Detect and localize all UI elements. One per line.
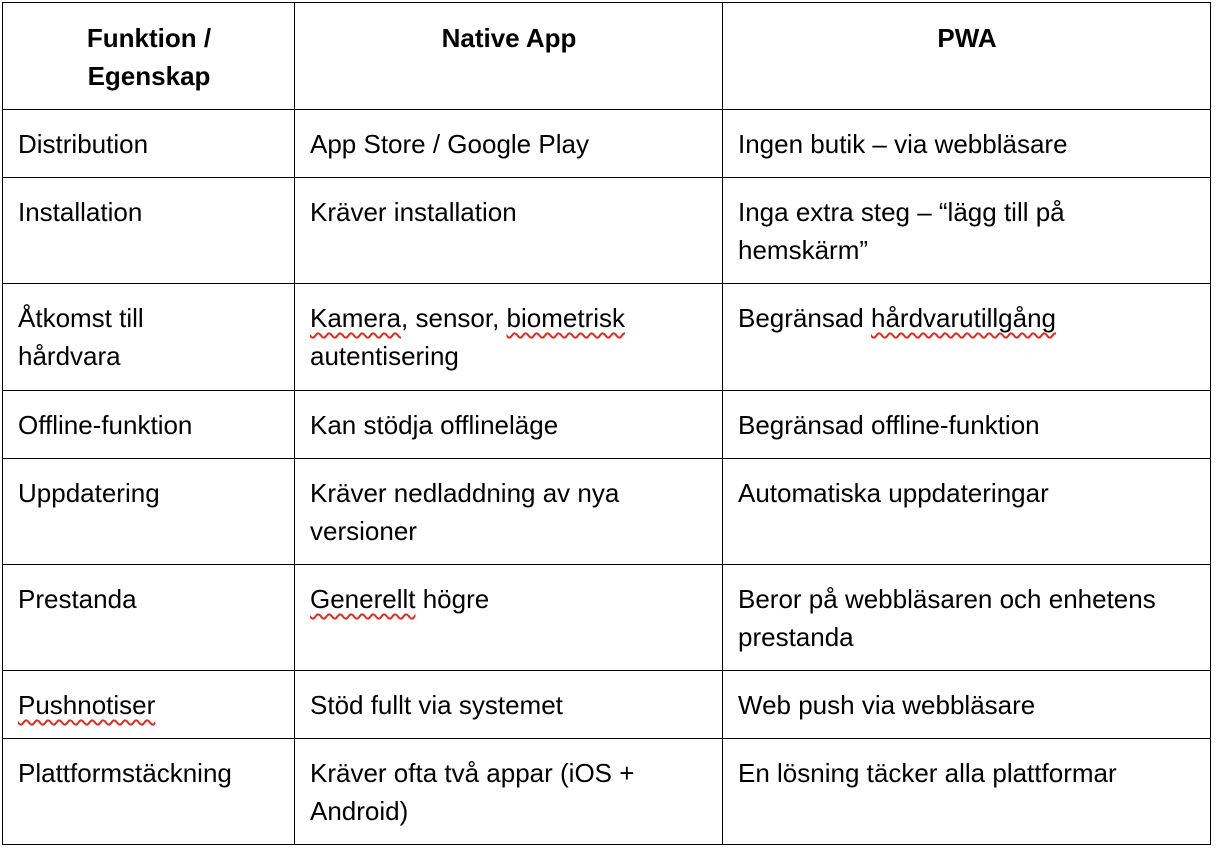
- pwa-cell: Beror på webbläsaren och enhetens prestanda: [723, 565, 1211, 671]
- feature-cell: Plattformstäckning: [3, 739, 295, 845]
- pwa-cell: Begränsad offline-funktion: [723, 391, 1211, 459]
- pwa-cell: Inga extra steg – “lägg till på hemskärm”: [723, 178, 1211, 284]
- feature-text-line2: hårdvara: [18, 341, 121, 371]
- spellcheck-word[interactable]: hårdvarutillgång: [870, 303, 1056, 333]
- header-feature-line2: Egenskap: [87, 61, 211, 91]
- native-cell: App Store / Google Play: [295, 110, 723, 178]
- pwa-cell: [723, 284, 1211, 391]
- table-row: [3, 671, 1211, 739]
- table-row: [3, 110, 1211, 178]
- native-cell: Kräver nedladdning av nya versioner: [295, 459, 723, 565]
- native-cell: [295, 565, 723, 671]
- feature-cell: Installation: [3, 178, 295, 284]
- pwa-cell: Web push via webbläsare: [723, 671, 1211, 739]
- native-cell: Kräver ofta två appar (iOS + Android): [295, 739, 723, 845]
- header-row: [3, 3, 1211, 110]
- header-feature: [3, 3, 295, 110]
- spellcheck-word[interactable]: Kamera: [310, 303, 402, 333]
- table-row: [3, 178, 1211, 284]
- table-row: [3, 739, 1211, 845]
- feature-cell: [3, 284, 295, 391]
- native-text: autentisering: [310, 341, 459, 371]
- spellcheck-word[interactable]: Pushnotiser: [18, 690, 156, 720]
- feature-cell: Distribution: [3, 110, 295, 178]
- pwa-cell: Automatiska uppdateringar: [723, 459, 1211, 565]
- feature-cell: Uppdatering: [3, 459, 295, 565]
- header-pwa: PWA: [723, 3, 1211, 110]
- table-row: [3, 459, 1211, 565]
- feature-cell: Offline-funktion: [3, 391, 295, 459]
- spellcheck-word[interactable]: Generellt: [310, 584, 416, 614]
- native-cell: Stöd fullt via systemet: [295, 671, 723, 739]
- header-native-app: Native App: [295, 3, 723, 110]
- comparison-table: [2, 2, 1211, 845]
- pwa-text: Begränsad: [738, 303, 871, 333]
- feature-cell: [3, 671, 295, 739]
- table-row: [3, 391, 1211, 459]
- table-row: [3, 284, 1211, 391]
- header-feature-line1: Funktion /: [86, 23, 212, 53]
- feature-cell: Prestanda: [3, 565, 295, 671]
- native-cell: Kräver installation: [295, 178, 723, 284]
- feature-text-line1: Åtkomst till: [18, 303, 144, 333]
- pwa-cell: En lösning täcker alla plattformar: [723, 739, 1211, 845]
- spellcheck-word[interactable]: biometrisk: [506, 303, 626, 333]
- native-cell: [295, 284, 723, 391]
- comparison-table-container: [2, 2, 1211, 845]
- native-text: högre: [415, 584, 490, 614]
- native-text: , sensor,: [401, 303, 507, 333]
- pwa-cell: Ingen butik – via webbläsare: [723, 110, 1211, 178]
- table-row: [3, 565, 1211, 671]
- native-cell: Kan stödja offlineläge: [295, 391, 723, 459]
